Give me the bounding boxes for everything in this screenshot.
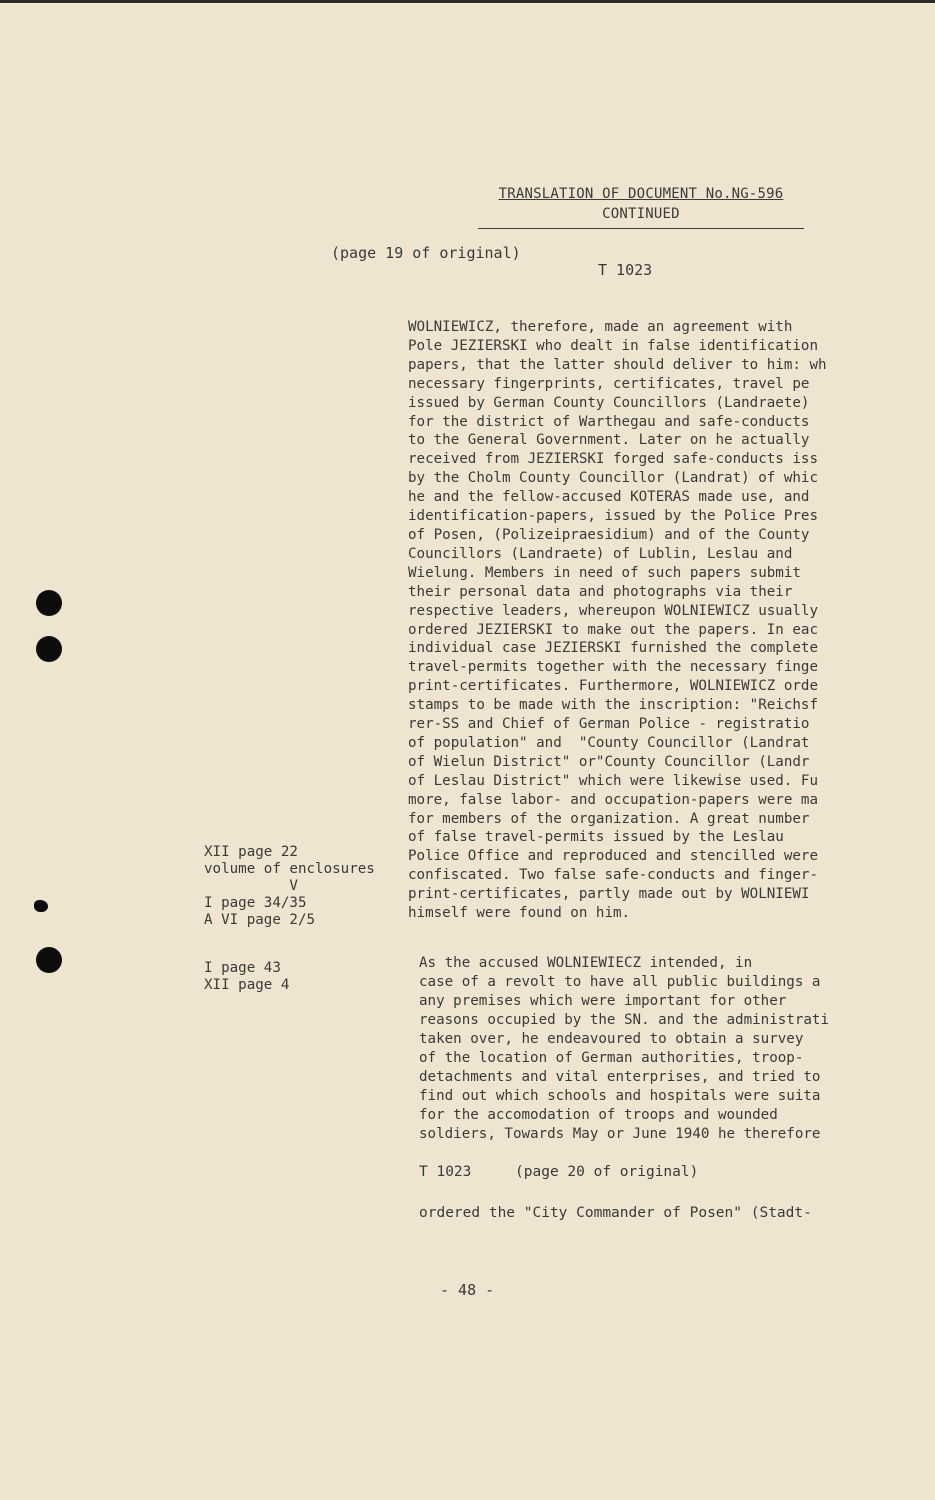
margin-note: V <box>204 878 298 894</box>
paragraph-2-line: of the location of German authorities, troop- <box>419 1050 804 1066</box>
t-number-page-line: T 1023 (page 20 of original) <box>419 1164 699 1180</box>
margin-note: XII page 22 <box>204 844 298 860</box>
body-line: their personal data and photographs via their <box>408 583 793 600</box>
paragraph-2-line: any premises which were important for other <box>419 993 787 1009</box>
body-line: of false travel-permits issued by the Leslau <box>408 829 784 846</box>
punch-hole-1 <box>36 590 62 616</box>
body-line: Councillors (Landraete) of Lublin, Leslau and <box>408 545 793 562</box>
body-line: of Posen, (Polizeipraesidium) and of the County <box>408 526 810 543</box>
body-text <box>408 318 874 923</box>
margin-note: XII page 4 <box>204 977 290 993</box>
body-line: of Leslau District" which were likewise used. Fu <box>408 772 818 789</box>
body-line: identification-papers, issued by the Police Pres <box>408 508 818 525</box>
margin-notes-2 <box>204 960 289 994</box>
paragraph-2-line: reasons occupied by the SN. and the administrati <box>419 1012 829 1028</box>
body-line: papers, that the latter should deliver to him: wh <box>408 356 827 373</box>
ink-blot <box>34 900 48 912</box>
body-line: print-certificates. Furthermore, WOLNIEWICZ orde <box>408 678 818 695</box>
body-line: received from JEZIERSKI forged safe-conducts iss <box>408 451 818 468</box>
margin-note: I page 43 <box>204 960 281 976</box>
header-subtitle: CONTINUED <box>602 206 680 222</box>
margin-note: volume of enclosures <box>204 861 375 877</box>
body-line: for members of the organization. A great number <box>408 810 810 827</box>
body-line: respective leaders, whereupon WOLNIEWICZ usually <box>408 602 818 619</box>
body-line: necessary fingerprints, certificates, travel pe <box>408 375 810 392</box>
header-title: TRANSLATION OF DOCUMENT No.NG-596 <box>498 186 784 202</box>
body-line: travel-permits together with the necessary finge <box>408 659 818 676</box>
document-header <box>478 184 804 229</box>
body-line: issued by German County Councillors (Landraete) <box>408 394 810 411</box>
header-rule <box>478 228 804 229</box>
margin-note: I page 34/35 <box>204 895 307 911</box>
body-line: rer-SS and Chief of German Police - registratio <box>408 716 810 733</box>
body-line: of Wielun District" or"County Councillor (Landr <box>408 753 810 770</box>
paragraph-2-line: As the accused WOLNIEWIECZ intended, in <box>419 955 753 971</box>
punch-hole-3 <box>36 947 62 973</box>
body-line: Pole JEZIERSKI who dealt in false identification <box>408 337 818 354</box>
paragraph-2-line: case of a revolt to have all public buildings a <box>419 974 821 990</box>
body-line: he and the fellow-accused KOTERAS made use, and <box>408 489 810 506</box>
original-page-reference: (page 19 of original) <box>331 244 521 262</box>
body-line: Police Office and reproduced and stencilled were <box>408 848 818 865</box>
t-number: T 1023 <box>598 261 653 279</box>
body-line: print-certificates, partly made out by WOLNIEWI <box>408 886 810 903</box>
body-line: stamps to be made with the inscription: "Reichsf <box>408 697 818 714</box>
body-line: Wielung. Members in need of such papers submit <box>408 564 801 581</box>
punch-hole-2 <box>36 636 62 662</box>
margin-note: A VI page 2/5 <box>204 912 316 928</box>
paragraph-2-line: soldiers, Towards May or June 1940 he therefore <box>419 1126 821 1142</box>
paragraph-2-line: detachments and vital enterprises, and tried to <box>419 1069 821 1085</box>
paragraph-2-line: taken over, he endeavoured to obtain a survey <box>419 1031 804 1047</box>
body-line: of population" and "County Councillor (Landrat <box>408 734 810 751</box>
page-number: - 48 - <box>440 1281 495 1299</box>
body-line: more, false labor- and occupation-papers were ma <box>408 791 818 808</box>
paragraph-2 <box>419 954 875 1144</box>
body-line: by the Cholm County Councillor (Landrat) of whic <box>408 470 818 487</box>
body-line: himself were found on him. <box>408 905 631 922</box>
body-line: ordered JEZIERSKI to make out the papers. In eac <box>408 621 818 638</box>
paragraph-2-line: for the accomodation of troops and wounded <box>419 1107 778 1123</box>
body-line: for the district of Warthegau and safe-conducts <box>408 413 810 430</box>
body-line: WOLNIEWICZ, therefore, made an agreement with <box>408 319 793 335</box>
page-top-edge <box>0 0 935 3</box>
body-line: confiscated. Two false safe-conducts and finger- <box>408 867 818 884</box>
closing-line: ordered the "City Commander of Posen" (Stadt- <box>419 1205 812 1221</box>
margin-notes-1 <box>204 844 375 929</box>
paragraph-2-line: find out which schools and hospitals were suita <box>419 1088 821 1104</box>
body-line: individual case JEZIERSKI furnished the complete <box>408 640 818 657</box>
body-line: to the General Government. Later on he actually <box>408 432 810 449</box>
